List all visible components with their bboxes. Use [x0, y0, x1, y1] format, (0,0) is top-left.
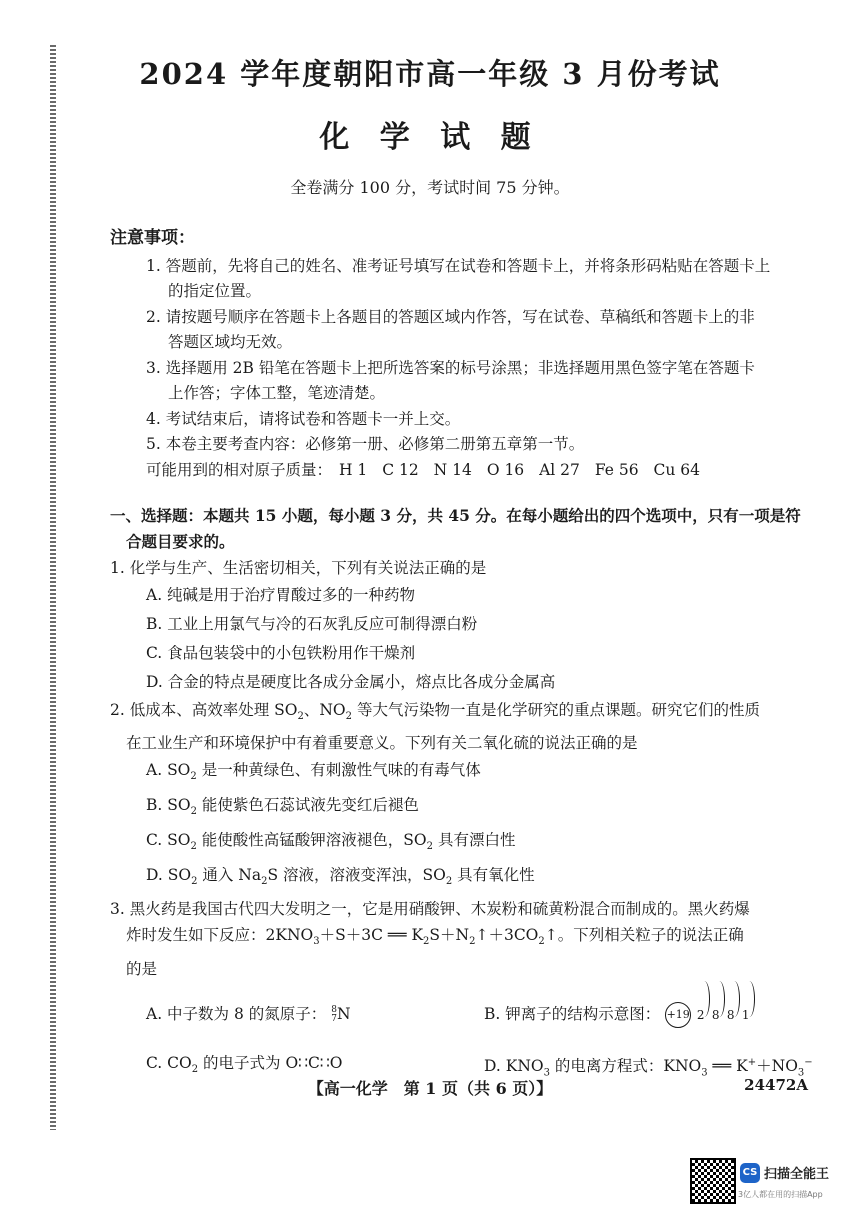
option-text: ＋NO [756, 1056, 798, 1075]
subscript: 2 [190, 841, 197, 853]
note-item: 4. 考试结束后，请将试卷和答题卡一并上交。 [146, 409, 461, 428]
option-a [146, 992, 484, 1037]
options-row-ab [110, 992, 822, 1037]
question-1 [110, 555, 822, 697]
option-c: C. 食品包装袋中的小包铁粉用作干燥剂 [146, 644, 416, 662]
atomic-number: 7 [331, 1013, 337, 1024]
option-b: B. 工业上用氯气与冷的石灰乳反应可制得漂白粉 [146, 615, 478, 633]
subscript: 2 [297, 711, 304, 723]
element-symbol: N [336, 1004, 351, 1023]
exam-info: 全卷满分 100 分，考试时间 75 分钟。 [290, 178, 570, 197]
electron-shell: 1 [738, 993, 753, 1037]
option-d: D. 合金的特点是硬度比各成分金属小，熔点比各成分金属高 [146, 673, 556, 691]
option-text: A. 中子数为 8 的氮原子： [146, 1004, 327, 1023]
subscript: 3 [701, 1066, 708, 1078]
note-item: 5. 本卷主要考查内容：必修第一册、必修第二册第五章第一节。 [146, 435, 585, 453]
subscript: 2 [261, 876, 268, 888]
camscanner-logo-icon: CS [740, 1163, 760, 1183]
mass-o: O 16 [486, 460, 525, 479]
subscript: 2 [190, 806, 197, 818]
question-stem: 1. 化学与生产、生活密切相关，下列有关说法正确的是 [110, 559, 487, 577]
option-text: 通入 Na [197, 866, 262, 885]
subscript: 2 [538, 936, 545, 948]
mass-number: 8 [331, 1004, 337, 1015]
stem-text: S＋N [429, 926, 470, 945]
electron-shell: 8 [723, 993, 738, 1037]
option-text: 能使紫色石蕊试液先变红后褪色 [196, 796, 419, 815]
question-stem-end: 的是 [126, 959, 158, 978]
subscript: 2 [469, 936, 476, 948]
stem-text: ↑。下列相关粒子的说法正确 [544, 926, 744, 945]
notes-section [110, 226, 822, 483]
stem-text: 、NO [303, 701, 346, 719]
option-text: ══ K [707, 1056, 748, 1075]
section-choice [110, 503, 822, 1095]
option-d: D. $KNO_3$ 的电离方程式：$KNO_3$ ══ $K^++NO_3^-$ [484, 1056, 813, 1078]
question-stem [110, 697, 822, 730]
note-item-cont: 答题区域均无效。 [168, 333, 293, 351]
option-b: B. $SO_2$ 能使紫色石蕊试液先变红后褪色 [146, 796, 419, 818]
stem-text: ↑＋3CO [475, 926, 539, 945]
mass-cu: Cu 64 [653, 460, 701, 479]
stem-text: ＋S＋3C ══ K [319, 926, 424, 945]
subscript: 3 [797, 1066, 805, 1078]
option-c: C. $SO_2$ 能使酸性高锰酸钾溶液褪色，$SO_2$ 具有漂白性 [146, 831, 516, 853]
note-item-cont: 上作答；字体工整，笔迹清楚。 [168, 384, 386, 402]
subscript: 2 [445, 876, 453, 888]
question-3 [110, 896, 822, 1094]
question-stem-cont [110, 922, 822, 955]
mass-fe: Fe 56 [594, 460, 639, 479]
formula: SO [167, 866, 192, 885]
section-heading-cont: 合题目要求的。 [126, 532, 235, 551]
option-b [484, 992, 822, 1037]
formula: KNO [505, 1056, 544, 1075]
mass-c: C 12 [382, 460, 419, 479]
option-text: 具有氧化性 [452, 866, 535, 885]
note-item-cont: 的指定位置。 [168, 282, 262, 300]
exam-subject: 化 学 试 题 [319, 120, 541, 155]
superscript: + [747, 1056, 757, 1068]
subscript: 2 [190, 771, 197, 783]
note-item: 2. 请按题号顺序在答题卡上各题目的答题区域内作答，写在试卷、草稿纸和答题卡上的非 [146, 307, 755, 326]
page-footer: 【高一化学 第 1 页（共 6 页）】 [307, 1079, 553, 1098]
formula: SO [167, 796, 191, 815]
option-text: 的电离方程式：KNO [549, 1056, 702, 1075]
subscript: 2 [426, 841, 434, 853]
subscript: 2 [423, 936, 430, 948]
exam-title: 2024 学年度朝阳市高一年级 3 月份考试 [139, 57, 721, 91]
option-text: 的电子式为 O∷C∷O [198, 1053, 343, 1072]
option-text: S 溶液，溶液变浑浊，SO [267, 866, 446, 885]
option-c: C. $CO_2$ 的电子式为 O∷C∷O [146, 1053, 343, 1075]
electron-shell: 2 [693, 993, 708, 1037]
question-stem: 3. 黑火药是我国古代四大发明之一，它是用硝酸钾、木炭粉和硫黄粉混合而制成的。黑火药爆 [110, 900, 750, 919]
stem-text: 2. 低成本、高效率处理 SO [110, 701, 298, 719]
electron-shell: 8 [708, 993, 723, 1037]
scanner-app-name: 扫描全能王 [764, 1167, 830, 1182]
subscript: 2 [191, 1063, 199, 1075]
electron-shells [693, 993, 753, 1037]
option-text: 能使酸性高锰酸钾溶液褪色，SO [196, 831, 427, 850]
binding-margin [50, 45, 56, 1130]
option-text: B. 钾离子的结构示意图： [484, 1004, 661, 1023]
mass-al: Al 27 [539, 460, 580, 479]
formula: SO [167, 761, 191, 780]
question-stem-cont: 在工业生产和环境保护中有着重要意义。下列有关二氧化硫的说法正确的是 [126, 734, 638, 753]
section-heading: 一、选择题：本题共 15 小题，每小题 3 分，共 45 分。在每小题给出的四个选项中，只有一项是符 [110, 506, 801, 525]
note-item: 1. 答题前，先将自己的姓名、准考证号填写在试卷和答题卡上，并将条形码粘贴在答题卡上 [146, 256, 771, 275]
option-a: A. $SO_2$ 是一种黄绿色、有刺激性气味的有毒气体 [146, 761, 481, 783]
subscript: 3 [543, 1066, 550, 1078]
scanner-slogan: 3亿人都在用的扫描App [738, 1190, 823, 1199]
nucleus-circle: +19 [665, 1002, 691, 1028]
subscript: 3 [313, 936, 320, 948]
ion-structure-diagram [665, 993, 753, 1037]
superscript: − [804, 1056, 813, 1068]
atomic-masses [110, 458, 822, 484]
formula: SO [167, 831, 191, 850]
mass-h: H 1 [338, 460, 368, 479]
formula: CO [167, 1053, 192, 1072]
option-text: 具有漂白性 [433, 831, 516, 850]
note-item: 3. 选择题用 2B 铅笔在答题卡上把所选答案的标号涂黑；非选择题用黑色签字笔在答题卡 [146, 358, 755, 377]
option-text: 是一种黄绿色、有刺激性气味的有毒气体 [196, 761, 481, 780]
stem-text: 炸时发生如下反应：2KNO [126, 926, 314, 945]
qr-code-icon [690, 1158, 736, 1204]
stem-text: 等大气污染物一直是化学研究的重点课题。研究它们的性质 [352, 701, 760, 719]
option-d: D. $SO_2$ 通入 $Na_2S$ 溶液，溶液变浑浊，$SO_2$ 具有氧化性 [146, 866, 535, 888]
subscript: 2 [345, 711, 353, 723]
notes-heading: 注意事项： [110, 228, 195, 248]
option-a: A. 纯碱是用于治疗胃酸过多的一种药物 [146, 586, 416, 604]
question-2 [110, 697, 822, 896]
subscript: 2 [191, 876, 198, 888]
mass-n: N 14 [433, 460, 472, 479]
exam-code: 24472A [744, 1076, 808, 1094]
masses-label: 可能用到的相对原子质量： [146, 460, 333, 479]
